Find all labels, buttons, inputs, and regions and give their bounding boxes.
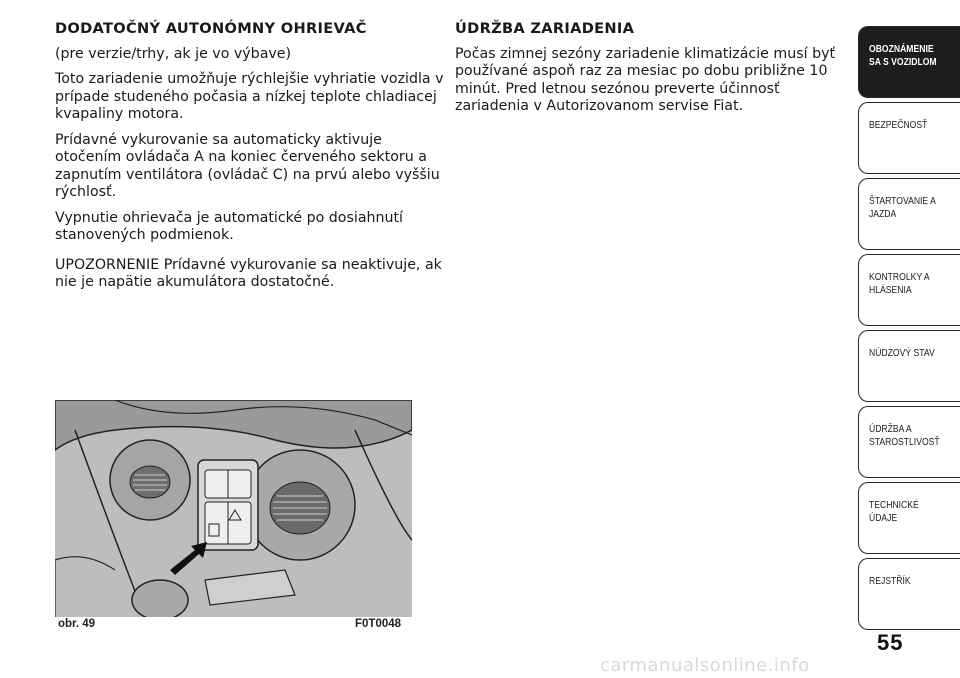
paragraph: Toto zariadenie umožňuje rýchlejšie vyhriatie vozidla v prípade studeného počasia a nízkej teplote chladiacej kvapaliny motora. xyxy=(55,71,444,122)
paragraph: Prídavné vykurovanie sa automaticky aktivuje otočením ovládača A na koniec červeného sektoru a zapnutím ventilátora (ovládač C) na prvú alebo vyššiu rýchlosť. xyxy=(55,131,440,200)
tab-rejstrik[interactable]: REJSTŘÍK xyxy=(858,558,960,630)
chapter-tabs xyxy=(858,26,960,626)
tab-oboznamenie[interactable]: OBOZNÁMENIE SA S VOZIDLOM xyxy=(858,26,960,98)
figure-code: F0T0048 xyxy=(355,618,402,630)
tab-kontrolky[interactable]: KONTROLKY A HLÁSENIA xyxy=(858,254,960,326)
watermark: carmanualsonline.info xyxy=(600,655,810,676)
right-column xyxy=(455,20,850,124)
paragraph: Vypnutie ohrievača je automatické po dosiahnutí stanovených podmienok. xyxy=(55,209,403,243)
tab-technicke-udaje[interactable]: TECHNICKÉ ÚDAJE xyxy=(858,482,960,554)
warning-paragraph: UPOZORNENIE Prídavné vykurovanie sa neaktivuje, ak nie je napätie akumulátora dostatočné. xyxy=(55,256,442,290)
page-number: 55 xyxy=(877,630,904,655)
tab-bezpecnost[interactable]: BEZPEČNOSŤ xyxy=(858,102,960,174)
section-heading-maintenance: ÚDRŽBA ZARIADENIA xyxy=(455,20,635,37)
tab-udrzba[interactable]: ÚDRŽBA A STAROSTLIVOSŤ xyxy=(858,406,960,478)
figure-caption: obr. 49 xyxy=(58,618,96,630)
dashboard-illustration xyxy=(55,400,412,617)
tab-nudzovy-stav[interactable]: NÚDZOVÝ STAV xyxy=(858,330,960,402)
section-heading-heater: DODATOČNÝ AUTONÓMNY OHRIEVAČ xyxy=(55,20,367,37)
section-subheading: (pre verzie/trhy, ak je vo výbave) xyxy=(55,45,292,62)
tab-startovanie[interactable]: ŠTARTOVANIE A JAZDA xyxy=(858,178,960,250)
paragraph: Počas zimnej sezóny zariadenie klimatizácie musí byť používané aspoň raz za mesiac po dobu približne 10 minút. Pred letnou sezónou preverte účinnosť zariadenia v Autorizovanom servise Fiat. xyxy=(455,45,836,114)
left-column xyxy=(55,20,445,300)
